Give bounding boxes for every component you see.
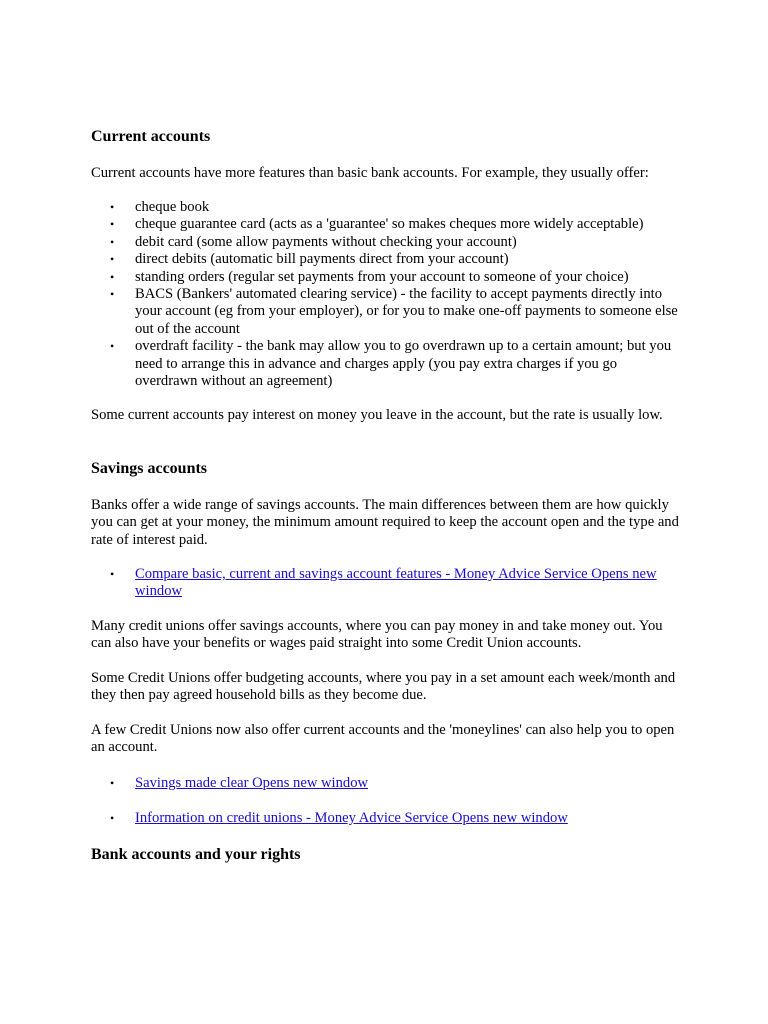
bullet-icon: • (110, 269, 115, 284)
compare-accounts-link[interactable]: Compare basic, current and savings account features - Money Advice Service Opens new window (135, 566, 657, 600)
bullet-icon: • (110, 811, 115, 825)
heading-bank-accounts-rights: Bank accounts and your rights (91, 846, 301, 863)
list-item: • debit card (some allow payments without checking your account) (110, 233, 517, 250)
bullet-icon: • (110, 252, 115, 267)
credit-unions-paragraph-1: Many credit unions offer savings accounts, where you can pay money in and take money out. You can also have your benefits or wages paid straight into some Credit Union accounts. (91, 618, 663, 652)
bullet-icon: • (110, 567, 115, 581)
credit-unions-paragraph-3: A few Credit Unions now also offer current accounts and the 'moneylines' can also help you to open an account. (91, 722, 675, 756)
bullet-icon: • (110, 339, 115, 354)
current-accounts-features-list (91, 199, 681, 390)
bullet-icon: • (110, 217, 115, 232)
credit-unions-info-link-list (91, 810, 681, 827)
bullet-icon: • (110, 200, 115, 214)
list-item: • cheque guarantee card (acts as a 'guarantee' so makes cheques more widely acceptable) (110, 216, 644, 233)
bullet-icon: • (110, 287, 115, 302)
list-item (91, 775, 681, 792)
current-accounts-interest-note: Some current accounts pay interest on money you leave in the account, but the rate is usually low. (91, 407, 663, 423)
savings-compare-link-list (91, 566, 681, 601)
list-item: • standing orders (regular set payments from your account to someone of your choice) (110, 268, 629, 285)
list-item (91, 566, 681, 601)
credit-unions-paragraph-2: Some Credit Unions offer budgeting accounts, where you pay in a set amount each week/month and they then pay agreed household bills as they become due. (91, 670, 676, 704)
list-item: • direct debits (automatic bill payments direct from your account) (110, 251, 509, 268)
savings-accounts-intro: Banks offer a wide range of savings accounts. The main differences between them are how quickly you can get at your money, the minimum amount required to keep the account open and the type and rate of interest paid. (91, 497, 679, 548)
bullet-icon: • (110, 776, 115, 790)
bullet-icon: • (110, 234, 115, 249)
list-item: • cheque book (110, 199, 210, 215)
heading-savings-accounts: Savings accounts (91, 460, 208, 477)
credit-unions-info-link[interactable]: Information on credit unions - Money Advice Service Opens new window (135, 810, 568, 826)
list-item (91, 810, 681, 827)
current-accounts-intro: Current accounts have more features than basic bank accounts. For example, they usually offer: (91, 165, 649, 181)
savings-made-clear-link-list (91, 775, 681, 792)
savings-made-clear-link[interactable]: Savings made clear Opens new window (135, 775, 369, 791)
heading-current-accounts: Current accounts (91, 128, 211, 145)
list-item: • overdraft facility - the bank may allow you to go overdrawn up to a certain amount; but you need to arrange this in advance and charges apply (you pay extra charges if you go overdrawn without an agreement) (110, 338, 672, 390)
list-item: • BACS (Bankers' automated clearing service) - the facility to accept payments directly into your account (eg from your employer), or for you to make one-off payments to someone else out of the account (110, 286, 678, 337)
